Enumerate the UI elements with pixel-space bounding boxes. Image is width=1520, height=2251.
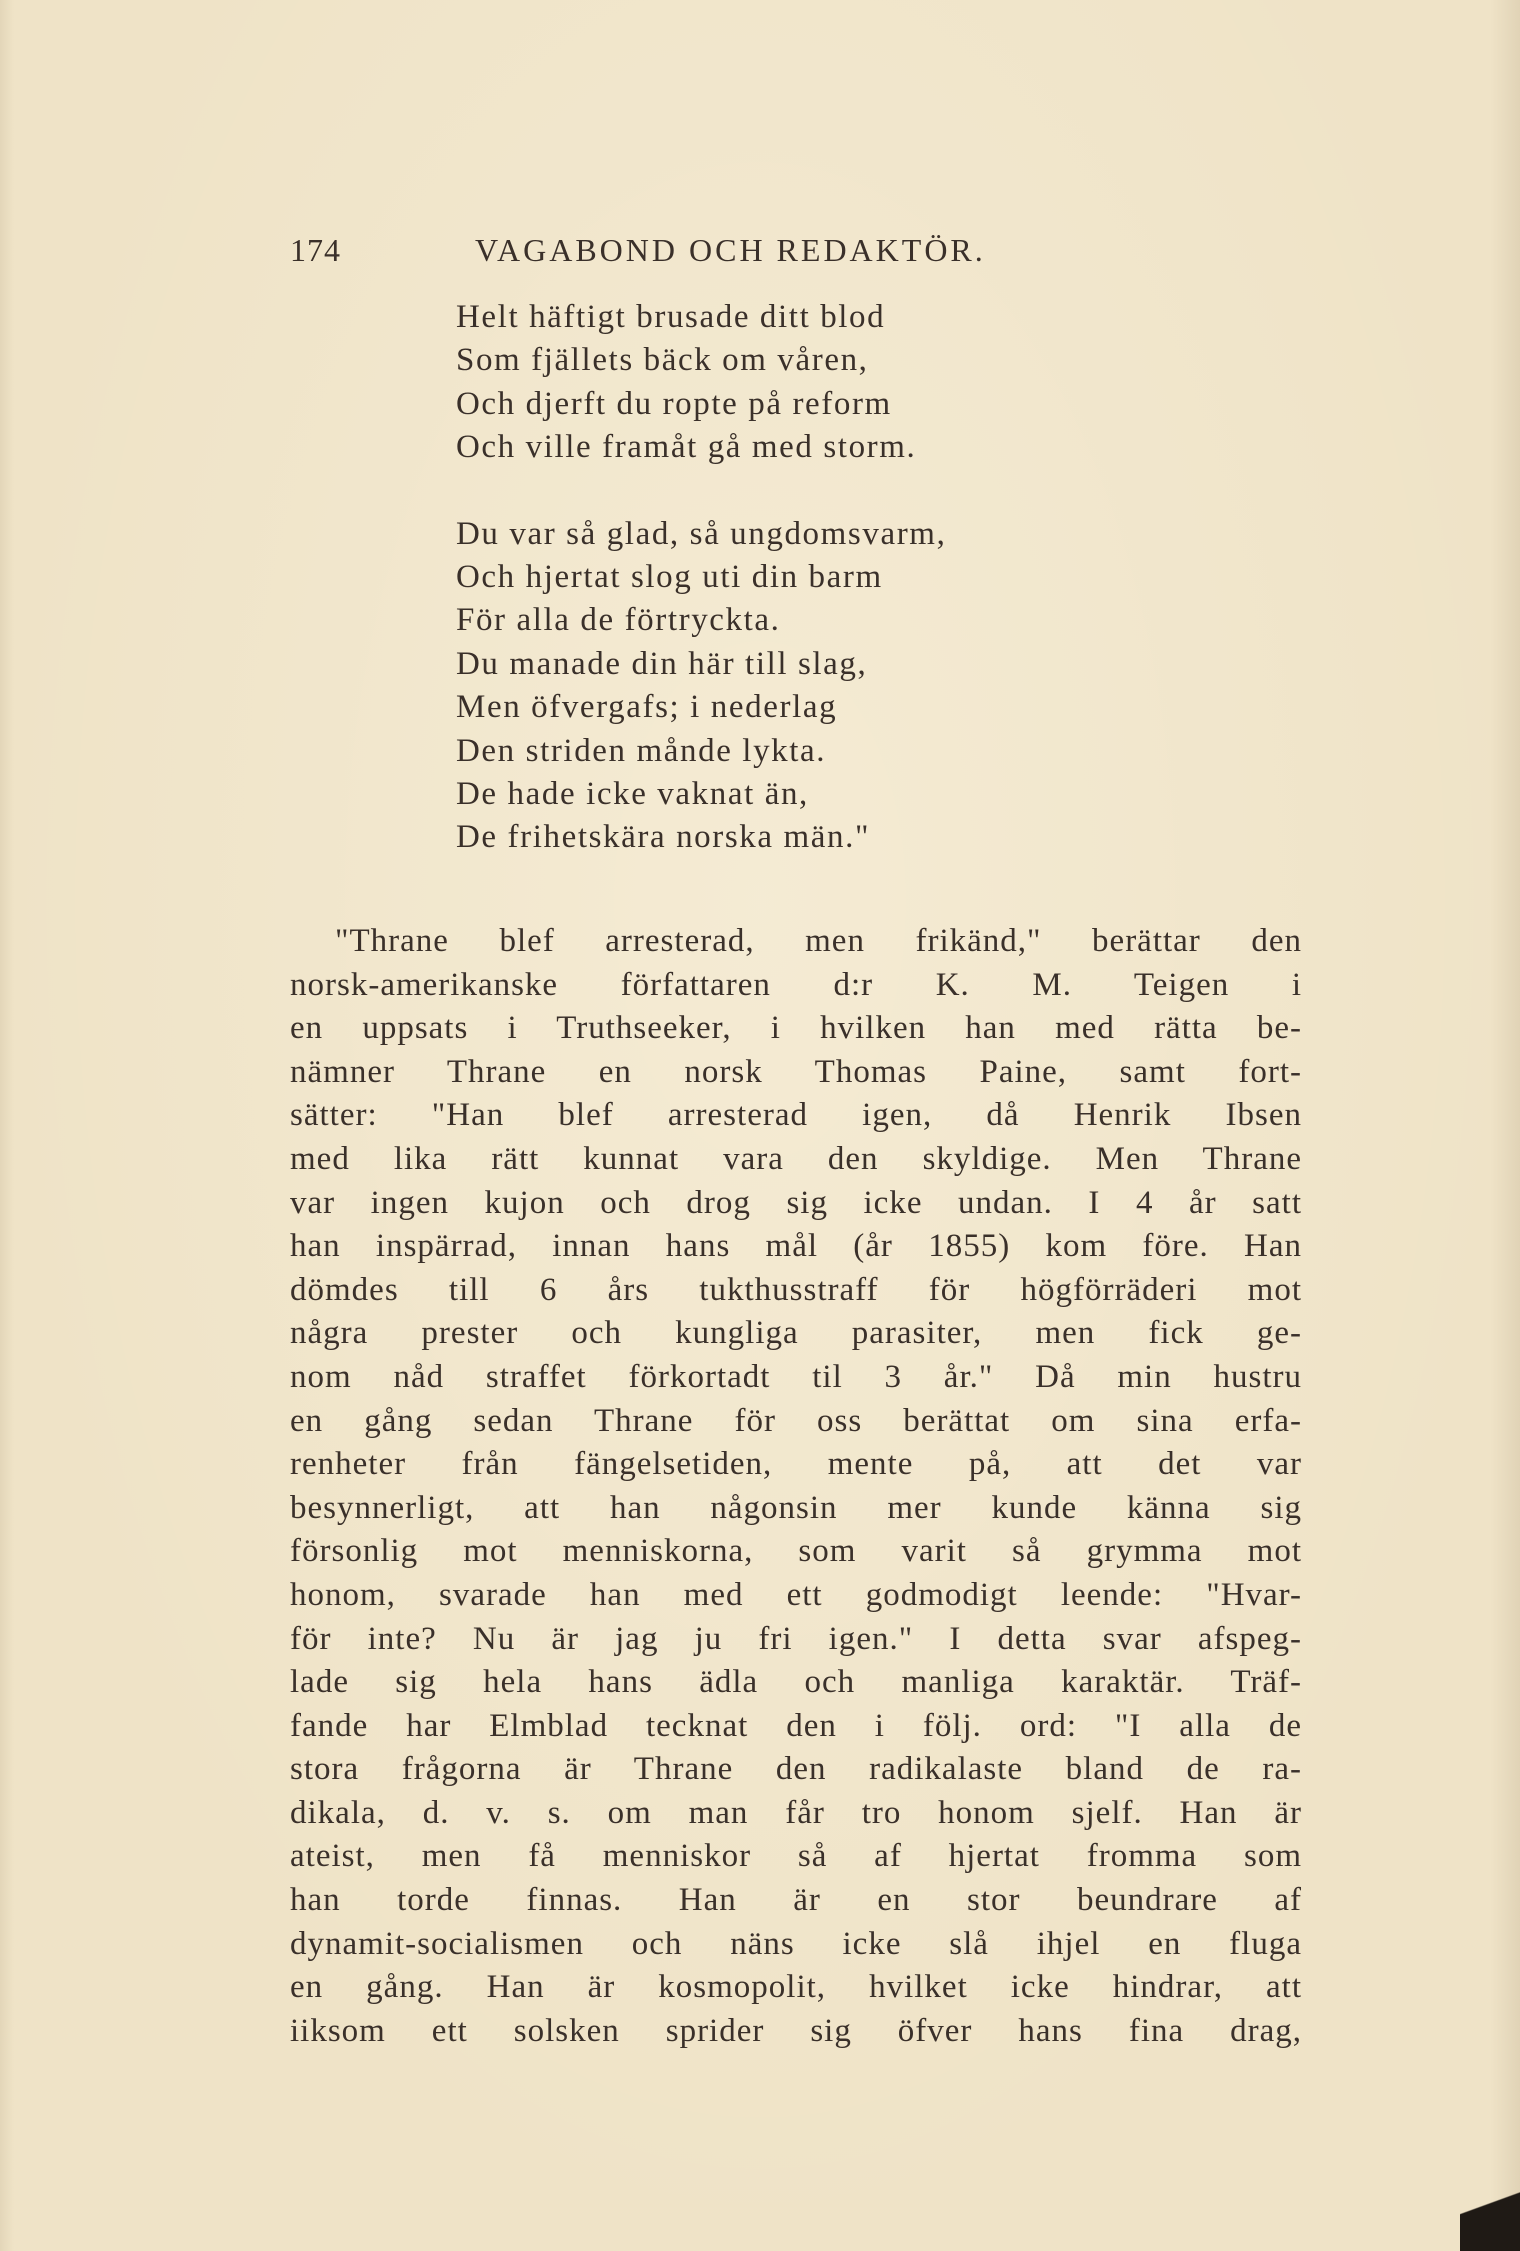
poem-line: Helt häftigt brusade ditt blod — [456, 299, 886, 335]
prose-line: en uppsats i Truthseeker, i hvilken han med rätta be- — [290, 1010, 1302, 1047]
prose-line: några prester och kungliga parasiter, men fick ge- — [290, 1315, 1302, 1352]
poem-line: De hade icke vaknat än, — [456, 775, 809, 812]
prose-line: var ingen kujon och drog sig icke undan. I 4 år satt — [290, 1184, 1302, 1221]
page-number: 174 — [290, 232, 341, 268]
poem-stanza-1 — [456, 296, 946, 470]
prose-line: lade sig hela hans ädla och manliga karaktär. Träf- — [290, 1664, 1302, 1701]
poem-line: Du var så glad, så ungdomsvarm, — [456, 515, 947, 552]
poem-line: Du manade din här till slag, — [456, 645, 868, 682]
prose-line: sätter: "Han blef arresterad igen, då Henrik Ibsen — [290, 1097, 1302, 1134]
running-title: VAGABOND OCH REDAKTÖR. — [475, 232, 986, 268]
prose-line: "Thrane blef arresterad, men frikänd," berättar den — [335, 923, 1302, 959]
prose-line: nämner Thrane en norsk Thomas Paine, samt fort- — [290, 1053, 1302, 1090]
poem-line: Och hjertat slog uti din barm — [456, 558, 883, 595]
poem — [456, 296, 946, 860]
poem-line: Den striden månde lykta. — [456, 732, 827, 769]
poem-line: Och ville framåt gå med storm. — [456, 429, 917, 466]
prose-line: nom nåd straffet förkortadt til 3 år." Då min hustru — [290, 1358, 1302, 1395]
prose-line: med lika rätt kunnat vara den skyldige. Men Thrane — [290, 1140, 1302, 1177]
prose-line: norsk-amerikanske författaren d:r K. M. Teigen i — [290, 966, 1302, 1003]
prose-line: fande har Elmblad tecknat den i följ. ord: "I alla de — [290, 1707, 1302, 1744]
prose-line: renheter från fängelsetiden, mente på, att det var — [290, 1446, 1302, 1483]
poem-line: Som fjällets bäck om våren, — [456, 342, 869, 379]
prose-line: han torde finnas. Han är en stor beundrare af — [290, 1882, 1302, 1919]
prose-line: stora frågorna är Thrane den radikalaste bland de ra- — [290, 1751, 1302, 1788]
prose-line: försonlig mot menniskorna, som varit så grymma mot — [290, 1533, 1302, 1570]
prose-line: för inte? Nu är jag ju fri igen." I detta svar afspeg- — [290, 1620, 1302, 1657]
prose-line: en gång. Han är kosmopolit, hvilket icke hindrar, att — [290, 1969, 1302, 2006]
prose-line: dikala, d. v. s. om man får tro honom sjelf. Han är — [290, 1794, 1302, 1831]
prose-paragraph — [290, 920, 1302, 2053]
prose-line: besynnerligt, att han någonsin mer kunde känna sig — [290, 1489, 1302, 1526]
poem-line: De frihetskära norska män." — [456, 819, 871, 856]
prose-line: en gång sedan Thrane för oss berättat om sina erfa- — [290, 1402, 1302, 1439]
prose-line: iiksom ett solsken sprider sig öfver hans fina drag, — [290, 2012, 1302, 2049]
poem-line: För alla de förtryckta. — [456, 602, 781, 639]
prose-line: dömdes till 6 års tukthusstraff för högförräderi mot — [290, 1271, 1302, 1308]
page-corner-shadow — [1460, 2141, 1520, 2251]
page-header — [290, 232, 1230, 272]
poem-stanza-2 — [456, 513, 946, 860]
poem-line: Men öfvergafs; i nederlag — [456, 689, 838, 726]
prose-line: honom, svarade han med ett godmodigt leende: "Hvar- — [290, 1576, 1302, 1613]
prose-line: dynamit-socialismen och näns icke slå ihjel en fluga — [290, 1925, 1302, 1962]
prose-line: ateist, men få menniskor så af hjertat fromma som — [290, 1838, 1302, 1875]
poem-line: Och djerft du ropte på reform — [456, 385, 892, 422]
prose-line: han inspärrad, innan hans mål (år 1855) kom före. Han — [290, 1228, 1302, 1265]
